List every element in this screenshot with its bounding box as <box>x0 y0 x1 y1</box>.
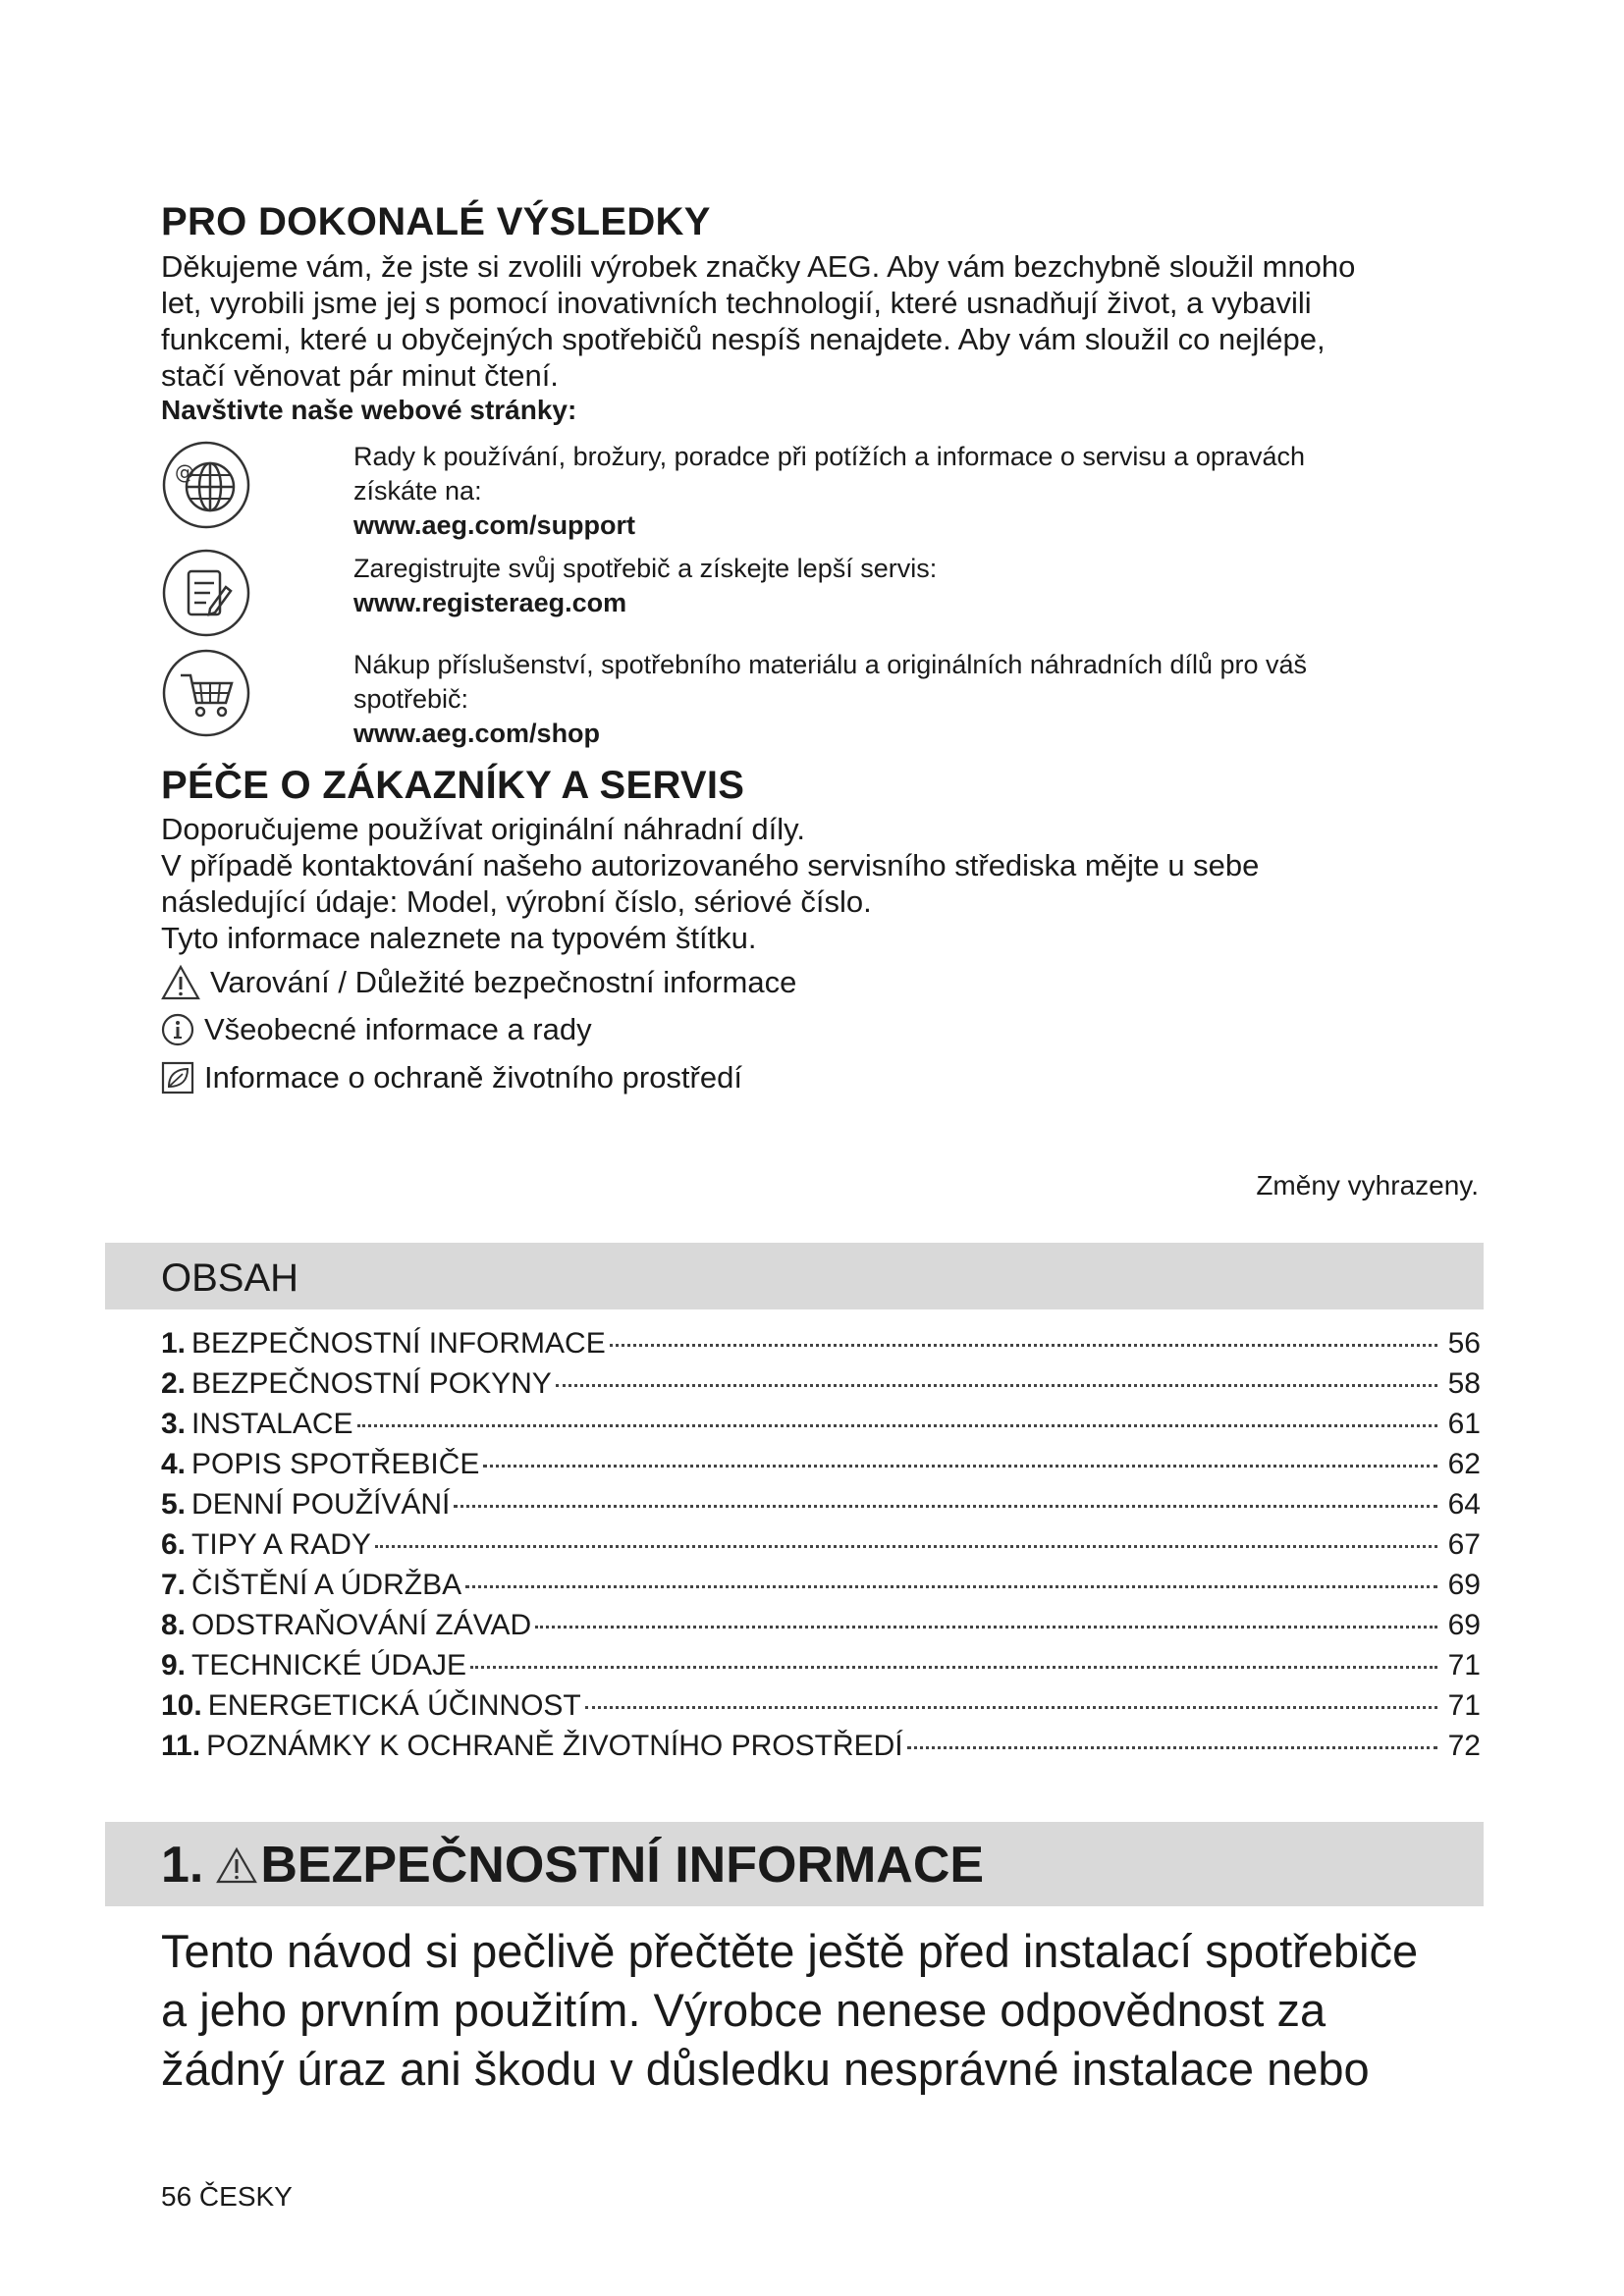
toc-title: INSTALACE <box>191 1408 353 1440</box>
toc-leader <box>357 1424 1437 1427</box>
toc-leader <box>610 1344 1437 1347</box>
visit-website-label: Navštivte naše webové stránky: <box>161 395 577 425</box>
toc-page: 69 <box>1447 1609 1481 1641</box>
page-footer: 56 ČESKY <box>161 2181 293 2212</box>
toc-leader <box>470 1666 1437 1669</box>
service-line: následující údaje: Model, výrobní číslo, sériové číslo. <box>161 884 872 919</box>
leaf-environment-icon <box>161 1061 194 1095</box>
toc-leader <box>556 1384 1437 1387</box>
toc-item[interactable] <box>161 1689 1481 1730</box>
toc-number: 3. <box>161 1408 187 1440</box>
results-line: stačí věnovat pár minut čtení. <box>161 358 559 393</box>
svg-text:@: @ <box>175 460 194 484</box>
safety-heading <box>161 1836 984 1895</box>
table-of-contents <box>161 1327 1481 1770</box>
legend-text: Všeobecné informace a rady <box>204 1012 592 1046</box>
toc-page: 71 <box>1447 1689 1481 1722</box>
web-item-support <box>161 440 1477 548</box>
shop-link[interactable]: www.aeg.com/shop <box>353 719 601 748</box>
register-link[interactable]: www.registeraeg.com <box>353 588 627 617</box>
safety-line: Tento návod si pečlivě přečtěte ještě před instalací spotřebiče <box>161 1925 1419 1977</box>
safety-header-band <box>105 1822 1484 1906</box>
service-line: Doporučujeme používat originální náhradní díly. <box>161 812 805 846</box>
legend-text: Informace o ochraně životního prostředí <box>204 1060 742 1095</box>
toc-number: 7. <box>161 1569 187 1601</box>
web-item-text: získáte na: <box>353 476 482 506</box>
safety-title: BEZPEČNOSTNÍ INFORMACE <box>260 1837 985 1894</box>
legend-environment <box>161 1060 742 1095</box>
toc-item[interactable] <box>161 1367 1481 1408</box>
results-heading: PRO DOKONALÉ VÝSLEDKY <box>161 200 711 243</box>
toc-page: 56 <box>1447 1327 1481 1360</box>
service-paragraph <box>161 811 1496 956</box>
warning-triangle-icon <box>215 1845 258 1885</box>
toc-item[interactable] <box>161 1649 1481 1689</box>
toc-page: 71 <box>1447 1649 1481 1682</box>
toc-item[interactable] <box>161 1448 1481 1488</box>
toc-title: ODSTRAŇOVÁNÍ ZÁVAD <box>191 1609 532 1641</box>
toc-page: 67 <box>1447 1528 1481 1561</box>
safety-line: žádný úraz ani škodu v důsledku nesprávné instalace nebo <box>161 2043 1370 2095</box>
toc-item[interactable] <box>161 1609 1481 1649</box>
results-line: let, vyrobili jsme jej s pomocí inovativních technologií, které usnadňují život, a vybavili <box>161 286 1312 320</box>
toc-leader <box>454 1505 1437 1508</box>
service-line: V případě kontaktování našeho autorizovaného servisního střediska mějte u sebe <box>161 848 1260 882</box>
info-circle-icon <box>161 1013 194 1046</box>
toc-title: TECHNICKÉ ÚDAJE <box>191 1649 467 1682</box>
toc-item[interactable] <box>161 1730 1481 1770</box>
toc-item[interactable] <box>161 1327 1481 1367</box>
toc-number: 8. <box>161 1609 187 1641</box>
toc-item[interactable] <box>161 1569 1481 1609</box>
web-item-register <box>161 548 1477 646</box>
results-paragraph <box>161 248 1496 394</box>
toc-number: 11. <box>161 1730 201 1762</box>
web-item-text: spotřebič: <box>353 684 469 714</box>
contents-header-band <box>105 1243 1484 1309</box>
toc-item[interactable] <box>161 1528 1481 1569</box>
safety-number: 1. <box>161 1837 204 1894</box>
safety-line: a jeho prvním použitím. Výrobce nenese odpovědnost za <box>161 1984 1326 2036</box>
toc-title: POZNÁMKY K OCHRANĚ ŽIVOTNÍHO PROSTŘEDÍ <box>206 1730 903 1762</box>
results-line: Děkujeme vám, že jste si zvolili výrobek značky AEG. Aby vám bezchybně sloužil mnoho <box>161 249 1356 284</box>
toc-item[interactable] <box>161 1488 1481 1528</box>
toc-title: ENERGETICKÁ ÚČINNOST <box>207 1689 581 1722</box>
toc-page: 69 <box>1447 1569 1481 1601</box>
legend-warning <box>161 964 796 1001</box>
toc-leader <box>585 1706 1437 1709</box>
results-line: funkcemi, které u obyčejných spotřebičů nespíš nenajdete. Aby vám sloužil co nejlépe, <box>161 322 1326 356</box>
contents-heading: OBSAH <box>161 1256 299 1300</box>
web-item-text: Zaregistrujte svůj spotřebič a získejte lepší servis: <box>353 554 938 583</box>
legend-info <box>161 1012 592 1047</box>
legend-text: Varování / Důležité bezpečnostní informace <box>210 965 797 999</box>
toc-leader <box>535 1626 1437 1629</box>
toc-number: 2. <box>161 1367 187 1400</box>
toc-title: ČIŠTĚNÍ A ÚDRŽBA <box>191 1569 462 1601</box>
toc-title: BEZPEČNOSTNÍ INFORMACE <box>191 1327 606 1360</box>
toc-title: BEZPEČNOSTNÍ POKYNY <box>191 1367 552 1400</box>
shopping-cart-icon <box>161 648 251 738</box>
toc-page: 62 <box>1447 1448 1481 1480</box>
toc-leader <box>483 1465 1437 1468</box>
toc-title: POPIS SPOTŘEBIČE <box>191 1448 480 1480</box>
toc-page: 58 <box>1447 1367 1481 1400</box>
globe-icon <box>161 440 251 530</box>
toc-leader <box>375 1545 1437 1548</box>
web-item-text: Rady k používání, brožury, poradce při potížích a informace o servisu a opravách <box>353 442 1305 471</box>
changes-notice: Změny vyhrazeny. <box>1256 1170 1479 1201</box>
toc-item[interactable] <box>161 1408 1481 1448</box>
web-item-text: Nákup příslušenství, spotřebního materiálu a originálních náhradních dílů pro váš <box>353 650 1308 679</box>
web-item-shop <box>161 648 1477 756</box>
support-link[interactable]: www.aeg.com/support <box>353 510 636 540</box>
warning-triangle-icon <box>161 964 200 1001</box>
toc-leader <box>907 1746 1437 1749</box>
toc-number: 1. <box>161 1327 187 1360</box>
toc-title: TIPY A RADY <box>191 1528 371 1561</box>
service-line: Tyto informace naleznete na typovém štítku. <box>161 921 757 955</box>
toc-page: 72 <box>1447 1730 1481 1762</box>
toc-number: 4. <box>161 1448 187 1480</box>
toc-number: 10. <box>161 1689 202 1722</box>
toc-number: 9. <box>161 1649 187 1682</box>
toc-page: 61 <box>1447 1408 1481 1440</box>
service-heading: PÉČE O ZÁKAZNÍKY A SERVIS <box>161 764 745 807</box>
toc-number: 6. <box>161 1528 187 1561</box>
toc-number: 5. <box>161 1488 187 1521</box>
toc-page: 64 <box>1447 1488 1481 1521</box>
safety-intro <box>161 1922 1536 2099</box>
toc-title: DENNÍ POUŽÍVÁNÍ <box>191 1488 451 1521</box>
toc-leader <box>465 1585 1437 1588</box>
registration-form-icon <box>161 548 251 638</box>
